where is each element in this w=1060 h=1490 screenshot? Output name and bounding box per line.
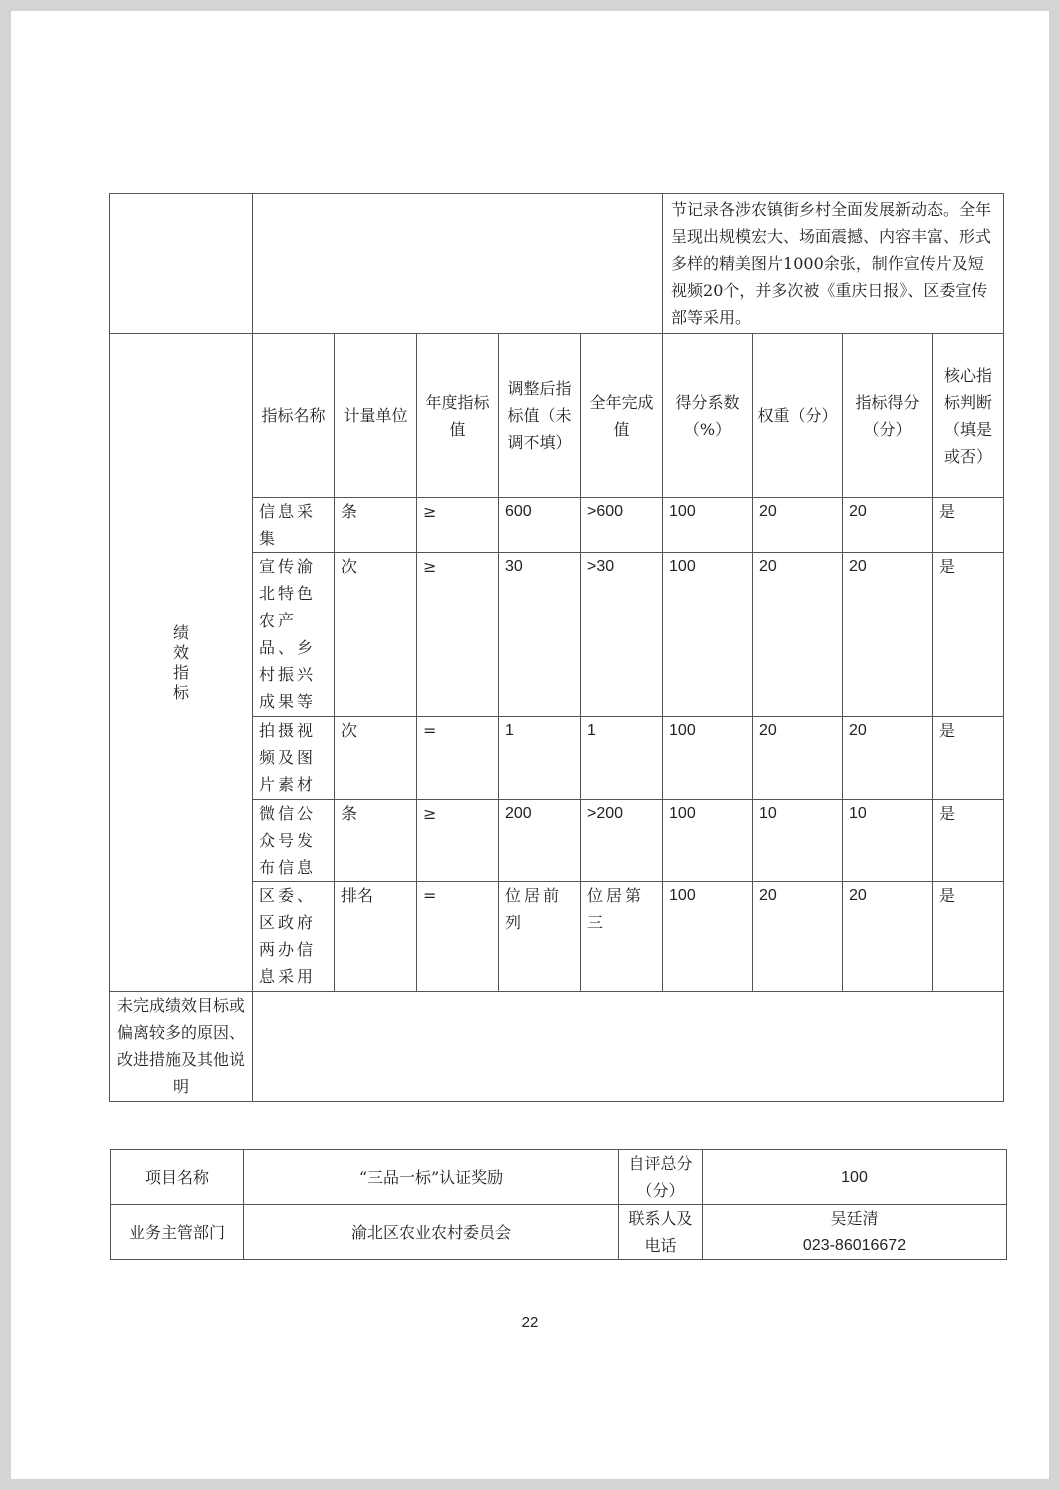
indicator-annual: ≥	[417, 553, 499, 717]
header-actual: 全年完成值	[581, 334, 663, 498]
header-weight: 权重（分）	[753, 334, 843, 498]
indicator-core: 是	[933, 800, 1004, 882]
indicator-adjusted: 位居前列	[499, 882, 581, 992]
indicator-name: 宣传渝北特色农产品、乡村振兴成果等	[253, 553, 335, 717]
indicator-score: 20	[843, 498, 933, 553]
indicator-annual: ≥	[417, 800, 499, 882]
indicator-coef: 100	[663, 717, 753, 800]
indicator-actual: 1	[581, 717, 663, 800]
unfinished-value	[253, 992, 1004, 1102]
self-score-label: 自评总分（分）	[619, 1150, 703, 1205]
indicator-unit: 排名	[335, 882, 417, 992]
indicator-coef: 100	[663, 553, 753, 717]
header-core: 核心指标判断（填是或否）	[933, 334, 1004, 498]
header-annual: 年度指标值	[417, 334, 499, 498]
indicator-coef: 100	[663, 498, 753, 553]
contact-phone: 023-86016672	[802, 1237, 907, 1254]
contact-cell	[703, 1205, 1007, 1260]
indicator-actual: >600	[581, 498, 663, 553]
continuation-row	[110, 194, 1004, 334]
page-number: 22	[521, 1314, 539, 1331]
indicator-score: 10	[843, 800, 933, 882]
indicator-adjusted: 30	[499, 553, 581, 717]
indicator-weight: 20	[753, 553, 843, 717]
indicator-weight: 20	[753, 498, 843, 553]
header-score: 指标得分（分）	[843, 334, 933, 498]
indicator-coef: 100	[663, 800, 753, 882]
project-name-label: 项目名称	[111, 1150, 244, 1205]
indicator-adjusted: 1	[499, 717, 581, 800]
performance-table	[109, 193, 1004, 1102]
indicator-annual: ≥	[417, 498, 499, 553]
indicator-adjusted: 600	[499, 498, 581, 553]
blank-cell	[110, 194, 253, 334]
section-label: 绩效指标	[172, 622, 189, 702]
indicator-name: 拍摄视频及图片素材	[253, 717, 335, 800]
indicator-weight: 20	[753, 717, 843, 800]
indicator-core: 是	[933, 882, 1004, 992]
indicator-name: 微信公众号发布信息	[253, 800, 335, 882]
header-unit: 计量单位	[335, 334, 417, 498]
indicator-unit: 次	[335, 717, 417, 800]
indicator-name: 信息采集	[253, 498, 335, 553]
header-name: 指标名称	[253, 334, 335, 498]
continuation-text: 节记录各涉农镇街乡村全面发展新动态。全年呈现出规模宏大、场面震撼、内容丰富、形式多样的精美图片1000余张，制作宣传片及短视频20个，并多次被《重庆日报》、区委宣传部等采用。	[663, 194, 1004, 334]
contact-name: 吴廷清	[830, 1209, 879, 1228]
indicator-actual: >200	[581, 800, 663, 882]
indicator-core: 是	[933, 717, 1004, 800]
indicator-score: 20	[843, 553, 933, 717]
project-info-table	[110, 1149, 1007, 1260]
blank-cell	[253, 194, 663, 334]
indicator-coef: 100	[663, 882, 753, 992]
indicator-adjusted: 200	[499, 800, 581, 882]
unfinished-row	[110, 992, 1004, 1102]
indicator-annual: =	[417, 717, 499, 800]
indicator-name: 区委、区政府两办信息采用	[253, 882, 335, 992]
indicator-weight: 10	[753, 800, 843, 882]
section-label-cell	[110, 334, 253, 992]
indicator-unit: 次	[335, 553, 417, 717]
indicator-core: 是	[933, 553, 1004, 717]
indicator-score: 20	[843, 882, 933, 992]
header-coef: 得分系数（%）	[663, 334, 753, 498]
indicator-unit: 条	[335, 498, 417, 553]
indicator-actual: 位居第三	[581, 882, 663, 992]
header-adjusted: 调整后指标值（未调不填）	[499, 334, 581, 498]
header-row	[110, 334, 1004, 498]
dept-label: 业务主管部门	[111, 1205, 244, 1260]
indicator-score: 20	[843, 717, 933, 800]
dept-value: 渝北区农业农村委员会	[244, 1205, 619, 1260]
self-score-value: 100	[703, 1150, 1007, 1205]
indicator-annual: =	[417, 882, 499, 992]
contact-label: 联系人及电话	[619, 1205, 703, 1260]
indicator-weight: 20	[753, 882, 843, 992]
indicator-unit: 条	[335, 800, 417, 882]
project-name-value: “三品一标”认证奖励	[244, 1150, 619, 1205]
indicator-actual: >30	[581, 553, 663, 717]
unfinished-label: 未完成绩效目标或偏离较多的原因、改进措施及其他说明	[110, 992, 253, 1102]
indicator-core: 是	[933, 498, 1004, 553]
